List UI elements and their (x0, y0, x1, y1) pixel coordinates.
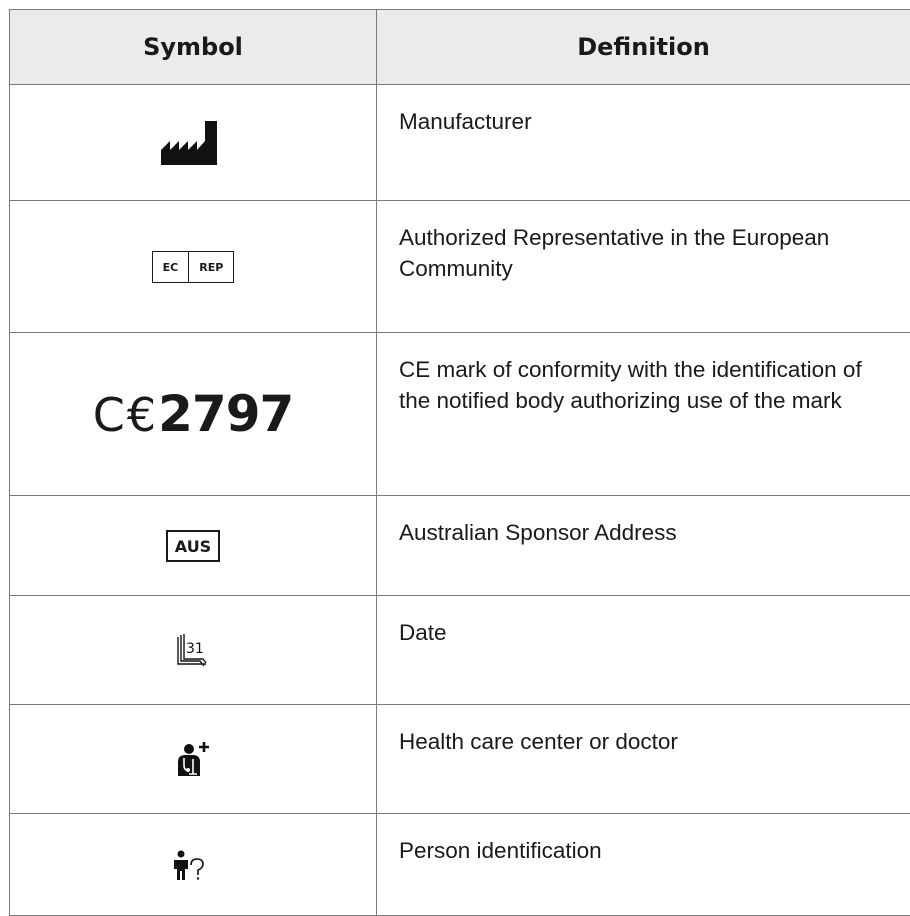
header-symbol: Symbol (10, 10, 377, 85)
doctor-plus-icon (10, 741, 376, 777)
manufacturer-factory-icon (10, 121, 376, 165)
header-definition: Definition (377, 10, 910, 85)
symbols-table (9, 9, 910, 916)
symbol-cell (10, 496, 377, 596)
person-question-icon (10, 850, 376, 880)
definition-cell: Australian Sponsor Address (377, 496, 910, 596)
symbol-cell (10, 596, 377, 705)
notified-body-number: 2797 (158, 385, 293, 443)
calendar-day-text: 31 (186, 641, 204, 657)
ec-label: EC (153, 252, 189, 282)
definition-cell: Manufacturer (377, 85, 910, 201)
symbol-cell (10, 814, 377, 916)
symbol-cell (10, 201, 377, 333)
definition-cell: Authorized Representative in the European Community (377, 201, 910, 333)
table-row (10, 201, 910, 333)
aus-icon: AUS (166, 530, 220, 562)
ce-mark-icon (93, 385, 294, 443)
table-row (10, 333, 910, 496)
table-row (10, 596, 910, 705)
table-row (10, 85, 910, 201)
ec-rep-icon (152, 251, 235, 283)
definition-cell: Health care center or doctor (377, 705, 910, 814)
symbol-cell (10, 333, 377, 496)
definition-cell: Date (377, 596, 910, 705)
calendar-date-icon (10, 633, 376, 667)
definition-cell: CE mark of conformity with the identification of the notified body authorizing use of the mark (377, 333, 910, 496)
symbol-cell (10, 85, 377, 201)
definition-cell: Person identification (377, 814, 910, 916)
ce-mark-letters: C€ (93, 388, 158, 442)
rep-label: REP (188, 252, 233, 282)
symbol-cell (10, 705, 377, 814)
table-row (10, 814, 910, 916)
table-header-row (10, 10, 910, 85)
table-row (10, 496, 910, 596)
table-row (10, 705, 910, 814)
